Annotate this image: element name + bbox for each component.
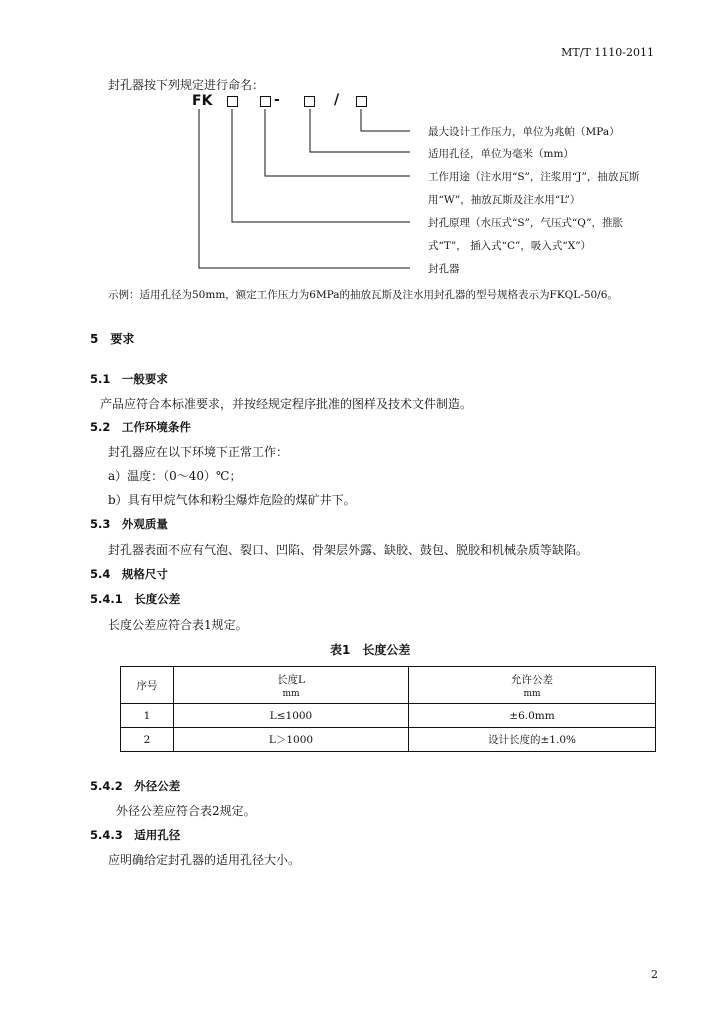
row-1-tolerance: ±6.0mm (409, 704, 656, 728)
table-row (121, 728, 656, 752)
section-5-4-1-heading: 5.4.1 长度公差 (90, 592, 181, 606)
code-dash: - (274, 92, 280, 108)
section-5-4-2-text: 外径公差应符合表2规定。 (116, 804, 256, 818)
table-1-length-tolerance (120, 666, 656, 752)
code-slash: / (334, 92, 340, 108)
desc-bore: 适用孔径，单位为毫米（mm） (428, 148, 574, 160)
desc-purpose-2: 用“W”，抽放瓦斯及注水用“L”） (428, 194, 581, 206)
desc-principle-1: 封孔原理（水压式“S”，气压式“Q”，推胀 (428, 217, 623, 229)
header-tolerance-unit: mm (523, 688, 541, 699)
row-2-no: 2 (121, 728, 174, 752)
row-1-no: 1 (121, 704, 174, 728)
page-number: 2 (651, 968, 658, 981)
table-row (121, 704, 656, 728)
section-5-1-heading: 5.1 一般要求 (90, 372, 168, 386)
section-5-4-3-heading: 5.4.3 适用孔径 (90, 828, 181, 842)
header-serial-label: 序号 (136, 679, 158, 692)
code-prefix: FK (192, 93, 213, 109)
section-5-2-item-b: b）具有甲烷气体和粉尘爆炸危险的煤矿井下。 (108, 493, 356, 507)
naming-example: 示例：适用孔径为50mm，额定工作压力为6MPa的抽放瓦斯及注水用封孔器的型号规格表示为FKQL-50/6。 (108, 289, 618, 301)
header-serial (121, 667, 174, 704)
header-tolerance (409, 667, 656, 704)
desc-pressure: 最大设计工作压力，单位为兆帕（MPa） (428, 126, 620, 138)
section-5-3-heading: 5.3 外观质量 (90, 517, 168, 531)
section-5-4-heading: 5.4 规格尺寸 (90, 567, 168, 581)
desc-purpose-1: 工作用途（注水用“S”，注浆用“J”，抽放瓦斯 (428, 171, 640, 183)
section-5-4-1-text: 长度公差应符合表1规定。 (108, 618, 248, 632)
section-5-4-3-text: 应明确给定封孔器的适用孔径大小。 (108, 853, 301, 867)
section-5-1-text: 产品应符合本标准要求，并按经规定程序批准的图样及技术文件制造。 (100, 397, 473, 411)
section-5-2-item-a: a）温度：（0～40）℃； (108, 469, 242, 483)
desc-device: 封孔器 (428, 263, 460, 275)
table-header-row (121, 667, 656, 704)
header-length-label: 长度L (277, 673, 305, 686)
header-tolerance-label: 允许公差 (511, 673, 553, 686)
header-length-unit: mm (282, 688, 300, 699)
section-5-3-text: 封孔器表面不应有气泡、裂口、凹陷、骨架层外露、缺胶、鼓包、脱胶和机械杂质等缺陷。 (108, 543, 589, 557)
row-2-tolerance: 设计长度的±1.0% (409, 728, 656, 752)
section-5-4-2-heading: 5.4.2 外径公差 (90, 779, 181, 793)
section-5-2-text: 封孔器应在以下环境下正常工作： (108, 445, 289, 459)
row-2-length: L＞1000 (174, 728, 409, 752)
standard-code: MT/T 1110-2011 (561, 46, 654, 59)
header-length (174, 667, 409, 704)
desc-principle-2: 式“T”， 插入式“C”，吸入式“X”） (428, 240, 592, 252)
section-5-heading: 5 要求 (90, 332, 135, 346)
naming-intro: 封孔器按下列规定进行命名： (108, 78, 265, 92)
table-1-caption: 表1 长度公差 (330, 643, 411, 657)
section-5-2-heading: 5.2 工作环境条件 (90, 420, 191, 434)
row-1-length: L≤1000 (174, 704, 409, 728)
